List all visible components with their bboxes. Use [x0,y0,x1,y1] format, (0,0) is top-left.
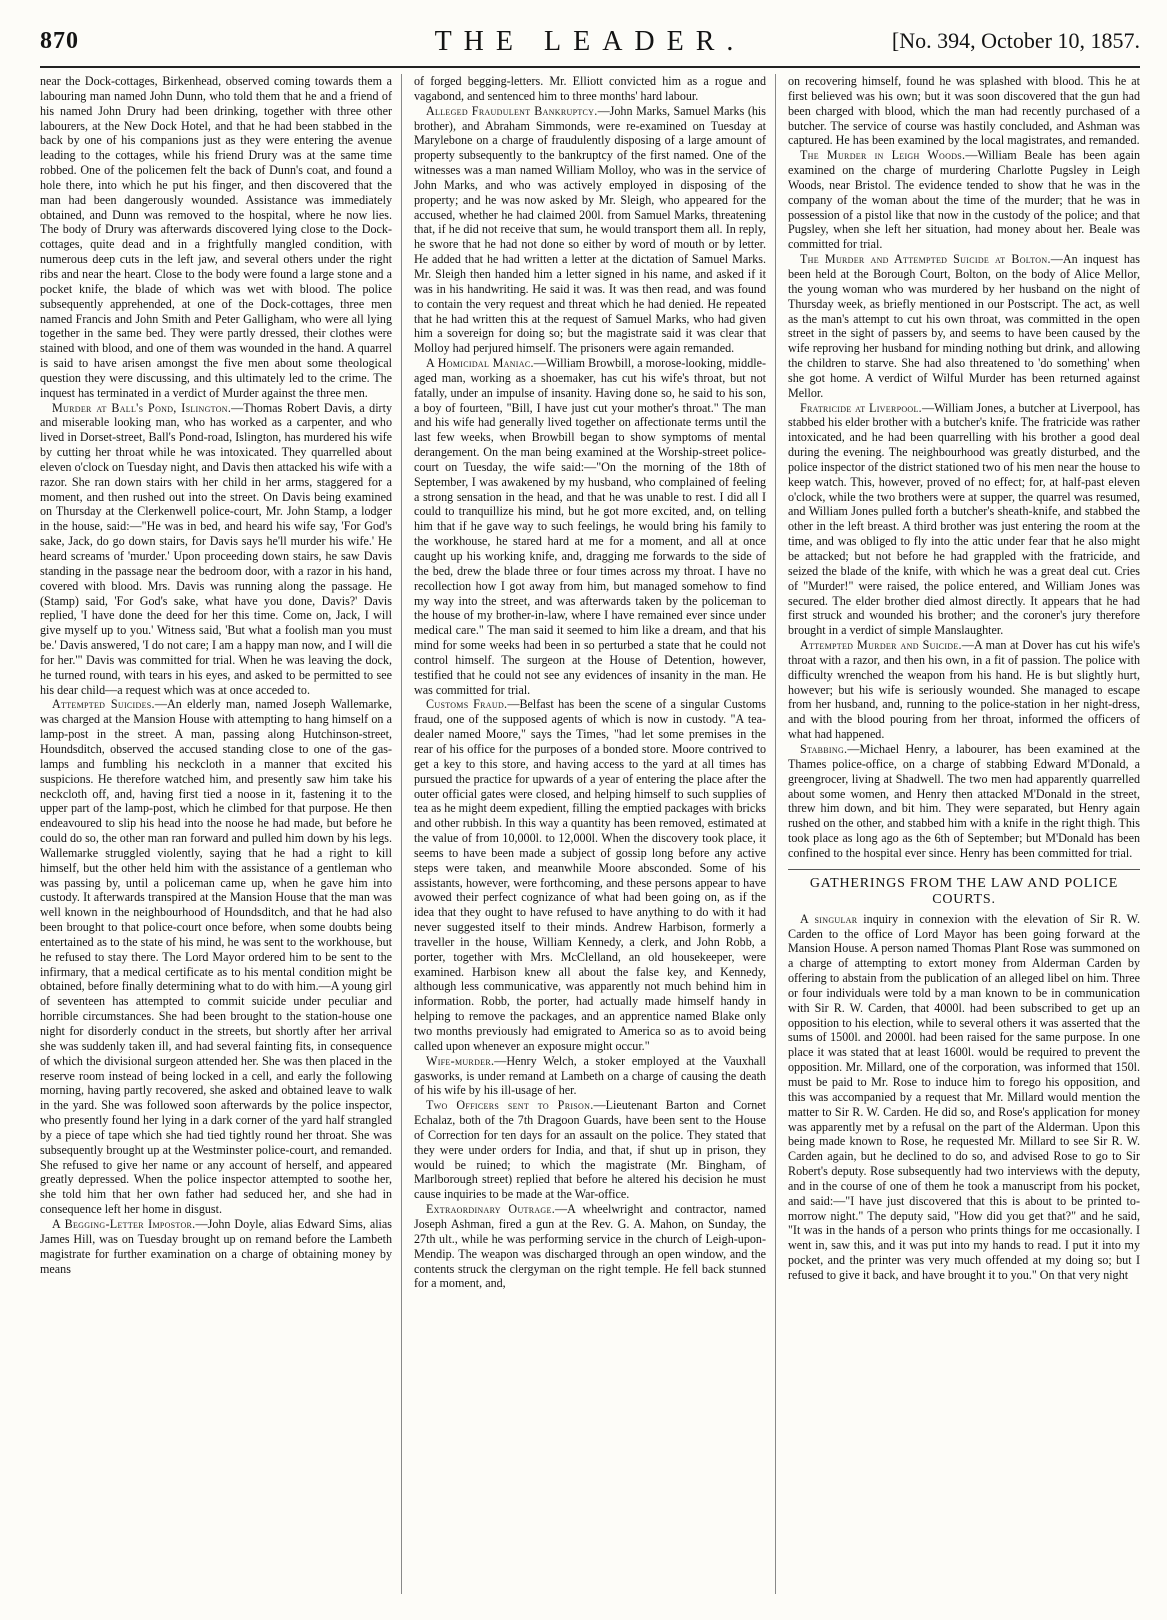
article-heading: Murder at Ball's Pond, Islington. [52,400,232,415]
article-heading: Wife-murder. [426,1053,495,1068]
article-heading: Attempted Suicides. [52,697,155,712]
article-paragraph [414,1054,766,1099]
article-heading: Fratricide at Liverpool. [800,400,922,415]
article-paragraph [788,742,1140,861]
article-paragraph [414,697,766,1053]
article-paragraph [414,74,766,104]
article-paragraph [40,1217,392,1276]
header-rule [40,66,1140,68]
article-text: —Michael Henry, a labourer, has been examined at the Thames police-office, on a charge of stabbing Edward M'Donald, a greengrocer, living at Shadwell. The two men had apparently quarrelled about some women, and Henry then attacked M'Donald in the street, threw him down, and bit him. They were separated, but Henry again rushed on the other, and stabbed him with a knife in the right thigh. This took place as long ago as the 6th of September; but M'Donald has been confined to the hospital ever since. Henry has been committed for trial. [788,741,1140,860]
article-paragraph [40,74,392,401]
article-paragraph [40,697,392,1217]
article-paragraph [788,638,1140,742]
article-text: —An elderly man, named Joseph Wallemarke, was charged at the Mansion House with attempting to hang himself on a lamp-post in the street. A man, passing along Hutchinson-street, Houndsditch, observed the accused standing close to one of the gas-lamps and fumbling his neckcloth in a manner that excited his suspicions. He therefore watched him, and presently saw him take his neckcloth off, and, having first tied a noose in it, fastening it to the upper part of the lamp-post, which he climbed for that purpose. He then endeavoured to slip his head into the noose he had made, but before he could do so, the other man ran forward and pulled him down by his legs. Wallemarke struggled violently, saying that he had a right to kill himself, but the other held him with the assistance of a gentleman who was passing by, until a policeman came up, when he gave him into custody. It afterwards transpired at the Mansion House that the man was well known in the neighbourhood of Houndsditch, and that he had also been brought to that police-court once before, when some doubts being entertained as to the state of his mind, he was sent to the workhouse, but he refused to stay there. The Lord Mayor ordered him to be sent to the infirmary, that a medical certificate as to his mental condition might be obtained, before finally determining what to do with him.—A young girl of seventeen has attempted to commit suicide under peculiar and horrible circumstances. She had been brought to the station-house one night for disorderly conduct in the streets, but shortly after her arrival she was suddenly taken ill, and had several fainting fits, in consequence of which the divisional surgeon attended her. She was then placed in the reserve room instead of being locked in a cell, and early the following morning, having partly recovered, she asked and obtained leave to walk in the yard. She was followed soon afterwards by the police inspector, who presently found her lying in a dark corner of the yard half strangled by a piece of tape which she had tied tightly round her throat. She was subsequently brought up at the Westminster police-court, and remanded. She refused to give her name or any account of herself, and appeared greatly depressed. When the police inspector attempted to soothe her, she told him that her own father had seduced her, and she had in consequence left her home in disgust. [40,697,392,1217]
article-text: of forged begging-letters. Mr. Elliott convicted him as a rogue and vagabond, and sentenced him to three months' hard labour. [414,74,766,103]
article-paragraph [788,401,1140,639]
article-heading: Attempted Murder and Suicide. [800,638,962,653]
article-paragraph [414,356,766,697]
article-text: on recovering himself, found he was splashed with blood. This he at first believed was his own; but it was soon discovered that the gun had been charged with blood, which the man had recently purchased of a butcher. The service of course was hastily concluded, and Ashman was captured. He has been examined by the local magistrates, and remanded. [788,74,1140,148]
column-2 [414,74,766,1599]
article-text: inquiry in connexion with the elevation of Sir R. W. Carden to the office of Lord Mayor has been going forward at the Mansion House. A person named Thomas Plant Rose was summoned on a charge of attempting to extort money from Alderman Carden by offering to abstain from the publication of an alleged libel on him. Three or four individuals were told by a man known to be in communication with Sir R. W. Carden, that 4000l. had been subscribed to get up an opposition to his election, while to several others it was asserted that the sums of 1500l. and 2000l. had been raised for the same purpose. In one place it was stated that at least 1600l. would be required to prevent the opposition. Mr. Millard, one of the corporation, was informed that 150l. must be paid to Mr. Rose to induce him to forego his opposition, and this was accompanied by a request that Mr. Millard would mention the matter to Sir R. W. Carden. He did so, and Rose's application for money was apparently met by a refusal on the part of the Alderman. Upon this being made known to Rose, he requested Mr. Millard to see Sir R. W. Carden again, but he declined to do so, and advised Rose to go to Sir Robert's deputy. Rose subsequently had two interviews with the deputy, and in the course of one of them he took a manuscript from his pocket, and said:—"I have just discovered that this is about to be printed to-morrow night." The deputy said, "How did you get that?" and he said, "It was in the hands of a person who prints things for me occasionally. I went in, saw this, and it was put into my hands to read. I put it into my pocket, and the printer was very much offended at my doing so; but I refused to give it back, and have brought it to you." On that very night [788,911,1140,1282]
article-heading: Extraordinary Outrage. [426,1202,556,1217]
article-text: —Thomas Robert Davis, a dirty and miserable looking man, who has worked as a carpenter, and who lived in Dorset-street, Ball's Pond-road, Islington, has murdered his wife by cutting her throat while he was intoxicated. They quarrelled about eleven o'clock on Tuesday night, and Davis then attacked his wife with a razor. She ran down stairs with her child in her arms, staggered for a moment, and then rushed out into the street. On Davis being examined on Thursday at the Clerkenwell police-court, Mr. John Stamp, a lodger in the house, said:—"He was in bed, and heard his wife say, 'For God's sake, Jack, do go down stairs, for Davis says he'll murder his wife.' He heard screams of 'murder.' Upon proceeding down stairs, he saw Davis standing in the passage near the bedroom door, with a razor in his hand, covered with blood. Mrs. Davis was running along the passage. He (Stamp) said, 'For God's sake, what have you done, Davis?' Davis replied, 'I have done the deed for her this time. Come on, Jack, I will give myself up to you.' Witness said, 'But what a foolish man you must be.' Davis answered, 'I do not care; I am a happy man now, and I will die for her.'" Davis was committed for trial. When he was leaving the dock, he turned round, with tears in his eyes, and asked to be permitted to see his dear child—a request which was at once acceded to. [40,400,392,697]
article-text: —A wheelwright and contractor, named Joseph Ashman, fired a gun at the Rev. G. A. Mahon, on Sunday, the 27th ult., while he was performing service in the church of Leigh-upon-Mendip. The weapon was discharged through an open window, and the contents struck the clergyman on the right temple. He fell back stunned for a moment, and, [414,1202,766,1291]
article-text: —John Doyle, alias Edward Sims, alias James Hill, was on Tuesday brought up on remand before the Lambeth magistrate for further examination on a charge of obtaining money by means [40,1216,392,1276]
article-heading: Alleged Fraudulent Bankruptcy. [426,103,598,118]
issue-date: [No. 394, October 10, 1857. [891,28,1140,53]
article-heading: Stabbing. [800,741,848,756]
column-1 [40,74,392,1599]
page-number: 870 [40,28,79,54]
article-paragraph [788,74,1140,148]
article-text: —An inquest has been held at the Borough Court, Bolton, on the body of Alice Mellor, the young woman who was murdered by her husband on the night of Thursday week, as briefly mentioned in our Postscript. The act, as well as the man's attempt to cut his own throat, was committed in the open street in the sight of passers by, and seems to have been caused by the wife reproving her husband for minding nothing but drink, and allowing the children to starve. She had also threatened to 'do something' when she got home. A verdict of Wilful Murder has been returned against Mellor. [788,252,1140,400]
newspaper-title: THE LEADER. [434,26,746,57]
article-heading: Customs Fraud. [426,697,508,712]
article-text: —William Beale has been again examined on the charge of murdering Charlotte Pugsley in Leigh Woods, near Bristol. The evidence tended to show that he was in the company of the woman about the time of the murder; that he was in possession of a pistol like that now in the custody of the police; and that Pugsley, when she left her situation, had money about her. Beale was committed for trial. [788,148,1140,252]
article-heading: A singular [800,911,858,926]
article-paragraph [788,252,1140,400]
article-text: —A man at Dover has cut his wife's throat with a razor, and then his own, in a fit of passion. The police with difficulty wrenched the weapon from his hand. He is but slightly hurt, however; but his wife is seriously wounded. She managed to escape from her husband, and, running to the police-station in her night-dress, and with the blood pouring from her throat, informed the officers of what had happened. [788,638,1140,742]
article-heading: A Homicidal Maniac. [426,356,534,371]
article-text: near the Dock-cottages, Birkenhead, observed coming towards them a labouring man named John Dunn, who told them that he and a friend of his named John Drury had been drinking, together with three other labourers, at the New Dock Hotel, and that he had been stabbed in the back by one of his companions just as they were entering the avenue leading to the cottages, while his friend Drury was at the same time robbed. One of the policemen felt the back of Dunn's coat, and found a hole there, into which he put his finger, and then discovered that the man had been dangerously wounded. Assistance was immediately obtained, and Dunn was removed to the hospital, where he now lies. The body of Drury was afterwards discovered lying close to the Dock-cottages, quite dead and in a frightfully mangled condition, with numerous deep cuts in the left jaw, and several others under the right ribs and near the heart. Close to the body were found a large stone and a pocket knife, the blade of which was wet with blood. The police subsequently apprehended, at one of the Dock-cottages, three men named Francis and John Smith and Peter Galligham, who were all lying together in the same bed. They were partly dressed, their clothes were stained with blood, and one of them was wounded in the hand. A quarrel is said to have arisen amongst the five men about some theological question they were discussing, and this ultimately led to the crime. The inquest has terminated in a verdict of Murder against the three men. [40,74,392,400]
article-paragraph [414,104,766,356]
article-paragraph [788,148,1140,252]
article-paragraph [414,1202,766,1291]
article-text: —Lieutenant Barton and Cornet Echalaz, both of the 7th Dragoon Guards, have been sent to the House of Correction for ten days for an assault on the police. They stated that they were under orders for India, and that, if shut up in prison, they would be ruined; to which the magistrate (Mr. Bingham, of Marlborough street) replied that before he altered his decision he must cause inquiries to be made at the War-office. [414,1098,766,1202]
newspaper-page [40,22,1140,1602]
article-heading: A Begging-Letter Impostor. [52,1216,196,1231]
masthead [40,22,1140,64]
columns [40,74,1140,1599]
article-paragraph [414,1098,766,1202]
article-text: —William Browbill, a morose-looking, middle-aged man, working as a shoemaker, has cut his wife's throat, but not fatally, under an impulse of insanity. Having done so, he said to his son, a boy of fourteen, "Bill, I have just cut your mother's throat." The man and his wife had generally lived together on affectionate terms until the last few weeks, when Browbill began to show symptoms of mental derangement. On the man being examined at the Worship-street police-court on Tuesday, the wife said:—"On the morning of the 18th of September, I was awakened by my husband, who complained of feeling a strong sensation in the head, and that he was unable to rest. I did all I could to tranquillize his mind, but he got more excited, and, on telling him that if he gave way to such feelings, he would bring his family to the workhouse, he stared hard at me for a moment, and all at once caught up his working knife, and, dragging me forwards to the side of the bed, drew the blade three or four times across my throat. I have no recollection how I got away from him, but managed somehow to find my way into the street, and was afterwards taken by the policeman to the house of my brother-in-law, where I have remained ever since under medical care." The man said it seemed to him like a dream, and that his mind for some weeks had been in so perturbed a state that he could not control himself. The surgeon at the House of Detention, however, testified that he could not see any evidences of insanity in the man. He was committed for trial. [414,356,766,697]
article-heading: Two Officers sent to Prison. [426,1098,594,1113]
article-paragraph [40,401,392,698]
section-title: GATHERINGS FROM THE LAW AND POLICE COURTS. [788,869,1140,908]
column-3 [788,74,1140,1599]
article-heading: The Murder and Attempted Suicide at Bolton. [800,252,1051,267]
article-text: —John Marks, Samuel Marks (his brother), and Abraham Simmonds, were re-examined on Tuesday at Marylebone on a charge of fraudulently disposing of a large amount of property subsequently to the bankruptcy of the first named. One of the witnesses was a man named William Molloy, who was in the service of John Marks, and who was actively employed in disposing of the property; and he was now asked by Mr. Sleigh, who appeared for the accused, whether he had claimed 200l. from Samuel Marks, threatening that, if he did not receive that sum, he would transport them all. In reply, he swore that he had not done so either by word of mouth or by letter. He added that he had written a letter at the dictation of Samuel Marks. Mr. Sleigh then handed him a letter signed in his name, and asked if it was in his handwriting. He said it was. It was then read, and was found to contain the very request and threat which he had denied. He repeated that he had written this at the request of Samuel Marks, who had given him a sovereign for doing so; but the magistrate said it was clear that Molloy had perjured himself. The prisoners were again remanded. [414,103,766,356]
article-paragraph [788,912,1140,1283]
article-text: —Belfast has been the scene of a singular Customs fraud, one of the supposed agents of which is now in custody. "A tea-dealer named Moore," says the Times, "had let some premises in the rear of his office for the purposes of a bonded store. Moore contrived to get a key to this store, and having access to the yard at all times has pursued the practice for upwards of a year of entering the place after the outer official gates were closed, and helping himself to such supplies of tea as he might deem expedient, filling the emptied packages with bricks and other rubbish. In this way a quantity has been removed, estimated at the value of from 10,000l. to 12,000l. When the discovery took place, it seems to have been made a subject of gossip long before any active steps were taken, and meanwhile Moore absconded. Some of his assistants, however, were forthcoming, and these persons appear to have avowed their perfect cognizance of what had been going on, as if the idea that they ought to have refused to have anything to do with it had never suggested itself to their minds. Andrew Harbison, formerly a traveller in the house, William Kennedy, a clerk, and John Robb, a porter, together with Mrs. McClelland, an old housekeeper, were examined. Harbison knew all about the false key, and Kennedy, although less communicative, was apparently not much behind him in information. Robb, the porter, had actually made himself handy in helping to remove the packages, and an apprentice named Blake only two months previously had emigrated to America so as to avoid being called upon whenever an exposure might occur." [414,697,766,1053]
article-text: —Henry Welch, a stoker employed at the Vauxhall gasworks, is under remand at Lambeth on a charge of causing the death of his wife by his ill-usage of her. [414,1053,766,1098]
article-text: —William Jones, a butcher at Liverpool, has stabbed his elder brother with a butcher's knife. The fratricide was rather intoxicated, and he had been quarrelling with his brother a good deal during the evening. The neighbourhood was greatly disturbed, and the police inspector of the district stationed two of his men near the house to keep watch. This, however, proved of no effect; for, at half-past eleven o'clock, while the two brothers were at supper, the quarrel was resumed, and William Jones pulled forth a butcher's sheath-knife, and stabbed the other in the left breast. A third brother was just entering the room at the time, and was obliged to fly into the attic under fear that he also might be attacked; but not before he had grappled with the fratricide, and seized the blade of the knife, with which he was a great deal cut. Cries of "Murder!" were raised, the police entered, and William Jones was secured. The elder brother died almost directly. It appears that he had first struck and wounded his brother; and the coroner's jury therefore brought in a verdict of simple Manslaughter. [788,400,1140,638]
article-heading: The Murder in Leigh Woods. [800,148,966,163]
